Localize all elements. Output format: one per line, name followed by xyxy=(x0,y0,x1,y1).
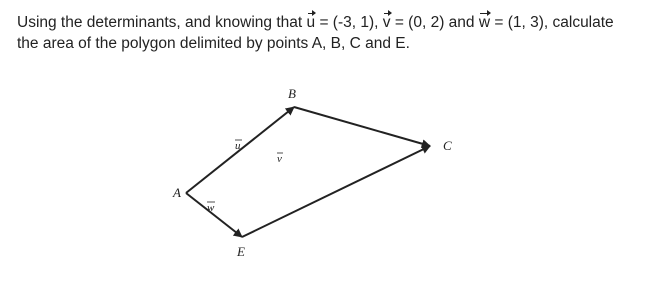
problem-line-2: the area of the polygon delimited by points A, B, C and E. xyxy=(17,35,410,52)
vector-w-value: = (1, 3), calculate xyxy=(490,14,614,31)
vector-v-symbol: v xyxy=(382,14,391,31)
segment-a-e xyxy=(186,193,242,237)
vector-v-label: v xyxy=(277,153,282,165)
point-e-label: E xyxy=(237,244,245,259)
segment-b-c xyxy=(294,107,430,146)
vector-w-label: w xyxy=(207,202,215,214)
point-b-label: B xyxy=(288,86,296,101)
point-a-label: A xyxy=(173,185,181,200)
vector-u-symbol: u xyxy=(306,14,316,31)
vector-u-label: u xyxy=(235,140,241,152)
point-c-label: C xyxy=(443,138,452,153)
vector-u-value: = (-3, 1), xyxy=(315,14,383,31)
problem-intro-text: Using the determinants, and knowing that xyxy=(17,14,307,31)
segment-e-c xyxy=(242,146,430,237)
vector-w-symbol: w xyxy=(478,14,491,31)
vector-v-value: = (0, 2) and xyxy=(390,14,479,31)
